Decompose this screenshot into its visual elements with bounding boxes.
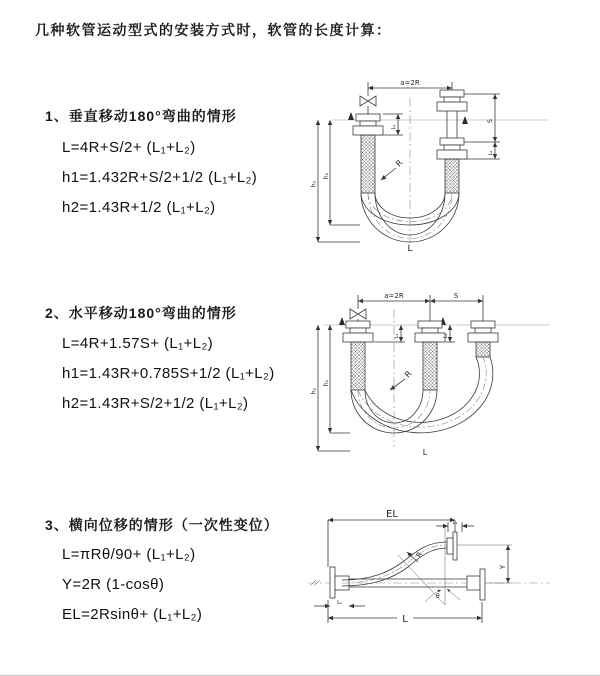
- formula-line: L=4R+1.57S+ (L₁+L₂): [62, 335, 214, 352]
- dim-label-r: R: [403, 369, 414, 380]
- dim-label-l: L: [402, 614, 408, 625]
- section-2-heading: 2、水平移动180°弯曲的情形: [45, 305, 237, 321]
- dim-label-theta: θ: [436, 593, 440, 600]
- dim-label-s: S: [453, 292, 459, 300]
- dim-label-l2: L₂: [443, 333, 449, 339]
- valve-symbol: [360, 96, 376, 114]
- dim-label-l: L: [407, 244, 413, 254]
- dim-label-el: EL: [386, 509, 398, 520]
- dim-label-l1: L₁: [391, 124, 397, 130]
- dim-label-l1: L₁: [394, 333, 400, 339]
- dim-label-r: R: [414, 550, 425, 559]
- formula-line: L=4R+S/2+ (L₁+L₂): [62, 139, 196, 156]
- diagram-horizontal-180-bend: [310, 285, 600, 460]
- dim-label-r: R: [394, 158, 405, 169]
- dim-label-s: S: [486, 118, 494, 124]
- hose-curves: [351, 357, 493, 433]
- dim-label-l1: L₁: [452, 520, 458, 526]
- formula-line: h1=1.432R+S/2+1/2 (L₁+L₂): [62, 169, 258, 186]
- dimension-labels: [337, 509, 507, 625]
- dim-label-h2: h₂: [310, 387, 318, 395]
- up-arrow: [339, 317, 345, 325]
- dim-label-h1: h₁: [323, 379, 330, 387]
- formula-line: Y=2R (1-cosθ): [62, 576, 165, 593]
- diagram-vertical-180-bend: [310, 72, 600, 257]
- formula-line: EL=2Rsinθ+ (L₁+L₂): [62, 606, 203, 623]
- section-1-heading: 1、垂直移动180°弯曲的情形: [45, 108, 237, 124]
- dim-label-a2r: a=2R: [400, 79, 420, 87]
- formula-line: h1=1.43R+0.785S+1/2 (L₁+L₂): [62, 365, 275, 382]
- diagram-lateral-displacement: [300, 505, 600, 650]
- dim-label-a2r: a=2R: [384, 292, 404, 300]
- section-3-heading: 3、横向位移的情形（一次性变位）: [45, 517, 279, 533]
- dim-label-l: L: [422, 448, 428, 457]
- dim-label-h2: h₂: [310, 180, 318, 188]
- formula-line: L=πRθ/90+ (L₁+L₂): [62, 546, 196, 563]
- up-arrow: [348, 112, 354, 120]
- valve-symbol: [350, 309, 366, 321]
- hose-fittings: [330, 532, 485, 600]
- formula-line: h2=1.43R+S/2+1/2 (L₁+L₂): [62, 395, 249, 412]
- formula-line: h2=1.43R+1/2 (L₁+L₂): [62, 199, 216, 216]
- hose-fittings: [343, 321, 498, 390]
- dim-label-l2: L₂: [488, 150, 494, 156]
- dimension-lines: [318, 295, 483, 451]
- dim-label-y: Y: [499, 564, 507, 570]
- page-title: 几种软管运动型式的安装方式时，软管的长度计算：: [35, 22, 392, 38]
- dim-label-l2: L₂: [337, 600, 342, 606]
- dim-label-h1: h₁: [323, 172, 330, 180]
